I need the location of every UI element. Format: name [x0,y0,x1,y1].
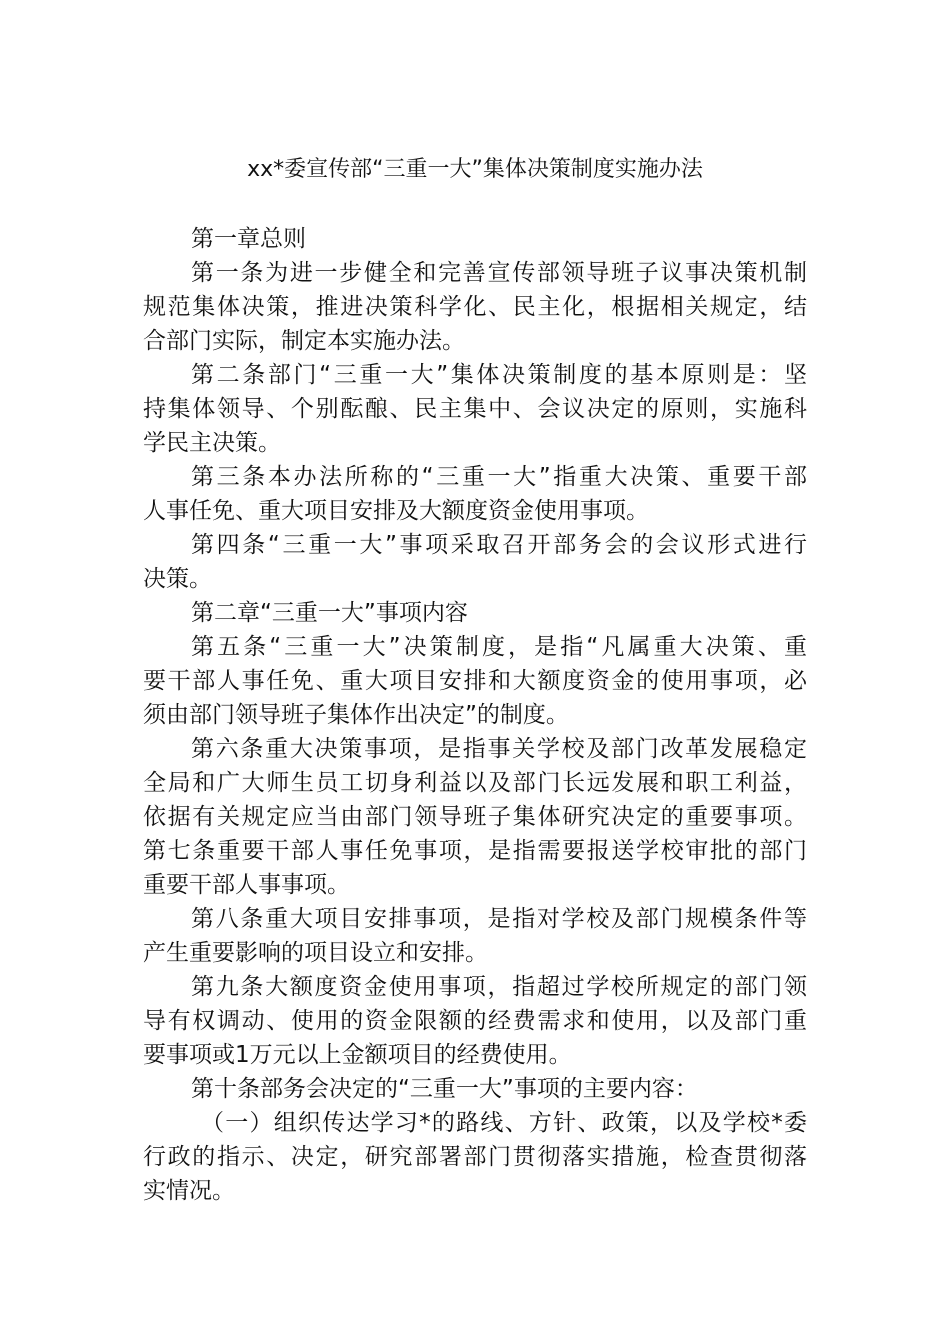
paragraph-line: （一）组织传达学习*的路线、方针、政策，以及学校*委 [201,1110,807,1136]
paragraph-line: 实情况。 [143,1178,235,1204]
paragraph-line: 规范集体决策，推进决策科学化、民主化，根据相关规定，结 [143,294,807,320]
paragraph-line: 持集体领导、个别酝酿、民主集中、会议决定的原则，实施科 [143,396,807,422]
paragraph-line: 决策。 [143,566,212,592]
chapter-heading: 第一章总则 [191,226,306,252]
paragraph-line: 第九条大额度资金使用事项，指超过学校所规定的部门领 [191,974,807,1000]
paragraph-line: 须由部门领导班子集体作出决定”的制度。 [143,702,569,728]
paragraph-line: 行政的指示、决定，研究部署部门贯彻落实措施，检查贯彻落 [143,1144,807,1170]
paragraph-line: 人事任免、重大项目安排及大额度资金使用事项。 [143,498,649,524]
paragraph-line: 重要干部人事事项。 [143,872,350,898]
chapter-heading: 第二章“三重一大”事项内容 [191,600,468,626]
paragraph-line: 第五条“三重一大”决策制度，是指“凡属重大决策、重 [191,634,807,660]
paragraph-line: 第八条重大项目安排事项，是指对学校及部门规模条件等 [191,906,807,932]
paragraph-line: 产生重要影响的项目设立和安排。 [143,940,488,966]
paragraph-line: 全局和广大师生员工切身利益以及部门长远发展和职工利益， [143,770,807,796]
paragraph-line: 第一条为进一步健全和完善宣传部领导班子议事决策机制 [191,260,807,286]
paragraph-line: 第七条重要干部人事任免事项，是指需要报送学校审批的部门 [143,838,807,864]
paragraph-line: 学民主决策。 [143,430,281,456]
paragraph-line: 依据有关规定应当由部门领导班子集体研究决定的重要事项。 [143,804,807,830]
paragraph-line: 要事项或1万元以上金额项目的经费使用。 [143,1042,572,1068]
document-body [143,222,807,1208]
paragraph-line: 要干部人事任免、重大项目安排和大额度资金的使用事项，必 [143,668,807,694]
paragraph-line: 第二条部门“三重一大”集体决策制度的基本原则是：坚 [191,362,807,388]
paragraph-line: 第十条部务会决定的“三重一大”事项的主要内容： [191,1076,698,1102]
paragraph-line: 合部门实际，制定本实施办法。 [143,328,465,354]
paragraph-line: 第三条本办法所称的“三重一大”指重大决策、重要干部 [191,464,807,490]
document-title: xx*委宣传部“三重一大”集体决策制度实施办法 [247,157,703,182]
paragraph-line: 第四条“三重一大”事项采取召开部务会的会议形式进行 [191,532,807,558]
paragraph-line: 导有权调动、使用的资金限额的经费需求和使用，以及部门重 [143,1008,807,1034]
paragraph-line: 第六条重大决策事项，是指事关学校及部门改革发展稳定 [191,736,807,762]
